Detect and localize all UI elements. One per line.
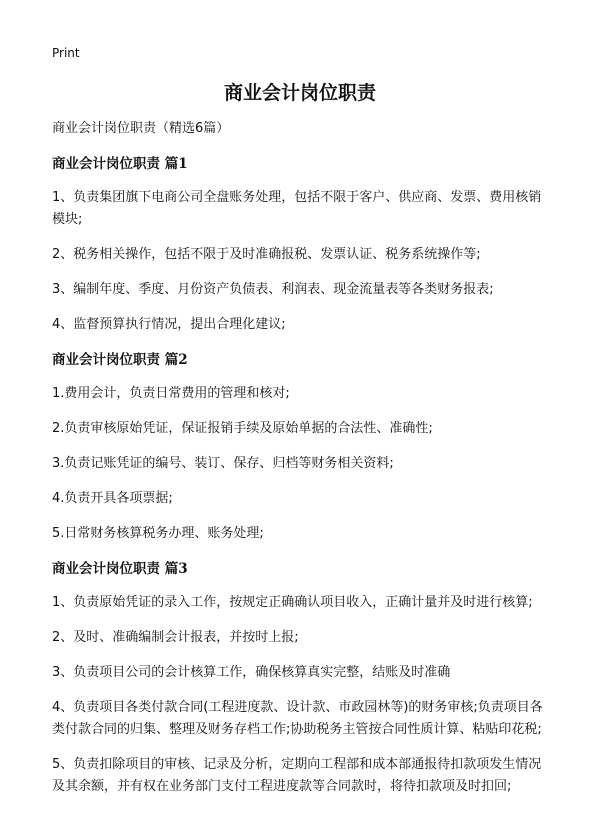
list-item: 4、监督预算执行情况，提出合理化建议; [52,317,286,332]
document-subtitle: 商业会计岗位职责（精选6篇） [52,121,230,136]
list-item: 1、负责原始凭证的录入工作，按规定正确确认项目收入，正确计量并及时进行核算; [52,595,533,610]
list-item: 5.日常财务核算税务办理、账务处理; [52,526,264,541]
list-item: 4、负责项目各类付款合同(工程进度款、设计款、市政园林等)的财务审核;负责项目各类付款合同的归集、整理及财务存档工作;协助税务主管按合同性质计算、粘贴印花税; [52,700,543,737]
section-heading: 商业会计岗位职责 篇3 [52,561,188,577]
list-item: 5、负责扣除项目的审核、记录及分析，定期向工程部和成本部通报待扣款项发生情况及其余额，并有权在业务部门支付工程进度款等合同款时，将待扣款项及时扣回; [52,757,542,794]
list-item: 3、编制年度、季度、月份资产负债表、利润表、现金流量表等各类财务报表; [52,282,494,297]
section-2 [52,349,552,545]
list-item: 2、税务相关操作，包括不限于及时准确报税、发票认证、税务系统操作等; [52,247,481,262]
section-heading: 商业会计岗位职责 篇2 [52,352,188,368]
list-item: 3.负责记账凭证的编号、装订、保存、归档等财务相关资料; [52,456,394,471]
list-item: 2.负责审核原始凭证，保证报销手续及原始单据的合法性、准确性; [52,421,433,436]
print-label[interactable]: Print [52,46,80,60]
section-3 [52,558,552,798]
section-1 [52,153,552,336]
list-item: 1、负责集团旗下电商公司全盘账务处理，包括不限于客户、供应商、发票、费用核销模块; [52,190,542,227]
list-item: 3、负责项目公司的会计核算工作，确保核算真实完整，结账及时准确 [52,665,451,680]
page-title: 商业会计岗位职责 [223,82,376,104]
list-item: 2、及时、准确编制会计报表，并按时上报; [52,630,299,645]
section-heading: 商业会计岗位职责 篇1 [52,156,188,172]
list-item: 4.负责开具各项票据; [52,491,173,506]
list-item: 1.费用会计，负责日常费用的管理和核对; [52,386,290,401]
document-content [52,118,552,811]
